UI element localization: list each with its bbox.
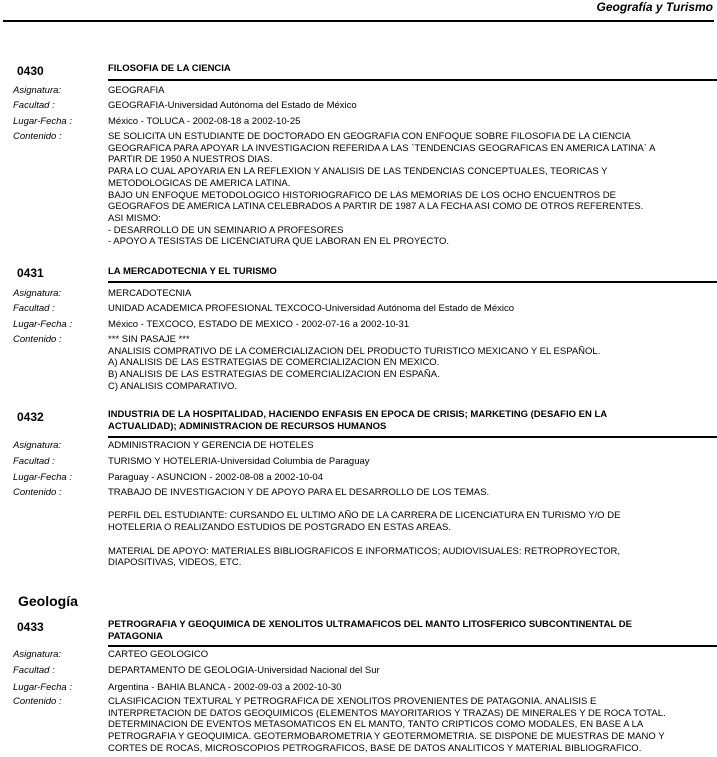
field-value: México - TEXCOCO, ESTADO DE MEXICO - 2002-07-16 a 2002-10-31 [108,319,410,330]
field-value: México - TOLUCA - 2002-08-18 a 2002-10-25 [108,116,301,127]
section-heading-geologia: Geología [18,593,78,609]
entry-title-divider [108,436,717,438]
field-value: TRABAJO DE INVESTIGACION Y DE APOYO PARA EL DESARROLLO DE LOS TEMAS. PERFIL DEL ESTUDIANTE: CURSANDO EL ULTIMO AÑO DE LA CARRERA DE LICENCIATURA EN TURISMO Y/O DE HOTELERIA O REALIZANDO ESTUDIOS DE POSTGRADO EN ESTAS AREAS. MATERIAL DE APOYO: MATERIALES BIBLIOGRAFICOS E INFORMATICOS; AUDIOVISUALES: RETROPROYECTOR, DIAPOSITIVAS, VIDEOS, ETC. [108,487,621,569]
field-label: Asignatura: [13,288,62,299]
field-value: CLASIFICACION TEXTURAL Y PETROGRAFICA DE XENOLITOS PROVENIENTES DE PATAGONIA. ANALISIS E INTERPRETACION DE DATOS GEOQUIMICOS (ELEMENTOS MAYORITARIOS Y TRAZAS) DE MINERALES Y DE ROCA TOTAL. DETERMINACION DE EVENTOS METASOMATICOS EN EL MANTO, TANTO CRIPTICOS COMO MODALES, EN BASE A LA PETROGRAFIA Y GEOQUIMICA. GEOTERMOBAROMETRIA Y GEOTERMOMETRIA. SE DISPONE DE MUESTRAS DE MANO Y CORTES DE ROCAS, MICROSCOPIOS PETROGRAFICOS, BASE DE DATOS ANALITICOS Y MATERIAL BIBLIOGRAFICO. [108,696,666,754]
field-value: DEPARTAMENTO DE GEOLOGIA-Universidad Nacional del Sur [108,665,380,676]
field-label: Contenido : [13,334,62,345]
field-value: *** SIN PASAJE *** ANALISIS COMPRATIVO DE LA COMERCIALIZACION DEL PRODUCTO TURISTICO MEXICANO Y EL ESPAÑOL. A) ANALISIS DE LAS ESTRATEGIAS DE COMERCIALIZACION EN MEXICO. B) ANALISIS DE LAS ESTRATEGIAS DE COMERCIALIZACION EN ESPAÑA. C) ANALISIS COMPARATIVO. [108,334,601,392]
field-label: Lugar-Fecha : [13,319,72,330]
field-label: Lugar-Fecha : [13,472,72,483]
field-label: Contenido : [13,696,62,707]
field-value: MERCADOTECNIA [108,288,192,299]
field-value: UNIDAD ACADEMICA PROFESIONAL TEXCOCO-Universidad Autónoma del Estado de México [108,303,515,314]
entry-title-divider [108,79,717,81]
entry-title-divider [108,281,717,283]
field-value: GEOGRAFIA-Universidad Autónoma del Estado de México [108,100,357,111]
field-value: CARTEO GEOLOGICO [108,649,209,660]
field-label: Asignatura: [13,85,62,96]
entry-code: 0430 [17,64,44,78]
entry-title: LA MERCADOTECNIA Y EL TURISMO [108,266,277,277]
field-label: Asignatura: [13,649,62,660]
field-value: SE SOLICITA UN ESTUDIANTE DE DOCTORADO EN GEOGRAFIA CON ENFOQUE SOBRE FILOSOFIA DE LA CIENCIA GEOGRAFICA PARA APOYAR LA INVESTIGACION REFERIDA A LAS `TENDENCIAS GEOGRAFICAS EN AMERICA LATINA` A PARTIR DE 1950 A NUESTROS DIAS. PARA LO CUAL APOYARIA EN LA REFLEXION Y ANALISIS DE LAS TENDENCIAS CONCEPTUALES, TEORICAS Y METODOLOGICAS DE AMERICA LATINA. BAJO UN ENFOQUE METODOLOGICO HISTORIOGRAFICO DE LAS MEMORIAS DE LOS OCHO ENCUENTROS DE GEOGRAFOS DE AMERICA LATINA CELEBRADOS A PARTIR DE 1987 A LA FECHA ASI COMO DE OTROS REFERENTES. ASI MISMO: - DESARROLLO DE UN SEMINARIO A PROFESORES - APOYO A TESISTAS DE LICENCIATURA QUE LABORAN EN EL PROYECTO. [108,131,656,248]
page-title: Geografía y Turismo [596,0,713,14]
field-value: Paraguay - ASUNCION - 2002-08-08 a 2002-10-04 [108,472,323,483]
field-label: Lugar-Fecha : [13,682,72,693]
field-label: Facultad : [13,100,55,111]
entry-title: FILOSOFIA DE LA CIENCIA [108,63,231,74]
field-label: Facultad : [13,303,55,314]
entry-title: INDUSTRIA DE LA HOSPITALIDAD, HACIENDO ENFASIS EN EPOCA DE CRISIS; MARKETING (DESAFIO EN LA ACTUALIDAD); ADMINISTRACION DE RECURSOS HUMANOS [108,409,608,432]
field-label: Facultad : [13,665,55,676]
field-label: Contenido : [13,131,62,142]
entry-title: PETROGRAFIA Y GEOQUIMICA DE XENOLITOS ULTRAMAFICOS DEL MANTO LITOSFERICO SUBCONTINENTAL DE PATAGONIA [108,619,632,642]
field-value: TURISMO Y HOTELERIA-Universidad Columbia de Paraguay [108,456,370,467]
field-value: Argentina - BAHIA BLANCA - 2002-09-03 a 2002-10-30 [108,682,342,693]
field-label: Lugar-Fecha : [13,116,72,127]
header-divider [3,20,714,22]
field-label: Facultad : [13,456,55,467]
field-label: Asignatura: [13,440,62,451]
field-value: ADMINISTRACION Y GERENCIA DE HOTELES [108,440,314,451]
entry-title-divider [108,645,717,647]
entry-code: 0431 [17,266,44,280]
entry-code: 0433 [17,620,44,634]
field-label: Contenido : [13,487,62,498]
entry-code: 0432 [17,410,44,424]
field-value: GEOGRAFIA [108,85,165,96]
